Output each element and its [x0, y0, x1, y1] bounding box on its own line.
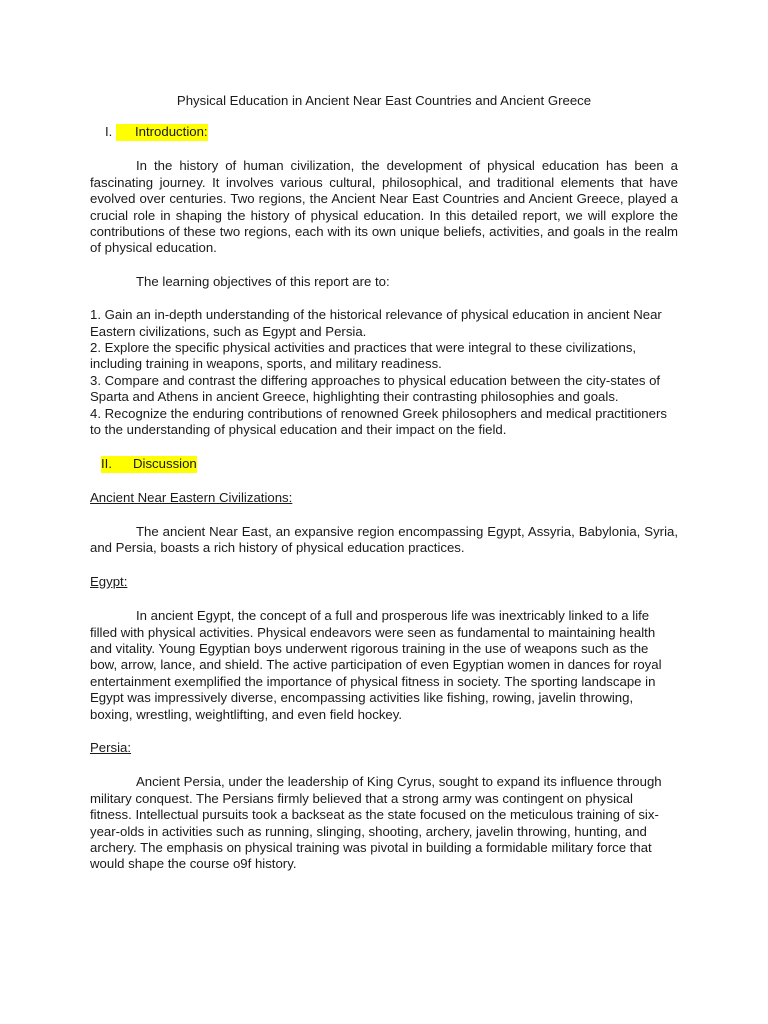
objectives-list — [90, 307, 678, 438]
list-item: 3. Compare and contrast the differing approaches to physical education between the city-states of Sparta and Athens in ancient Greece, highlighting their contrasting philosophies and goals. — [90, 372, 661, 405]
section-label-discussion: Discussion — [133, 455, 197, 471]
section-number-introduction: I. — [105, 124, 113, 140]
subheading-persia: Persia: — [90, 739, 132, 755]
highlighted-heading-introduction — [116, 124, 208, 141]
subheading-egypt: Egypt: — [90, 573, 128, 589]
objectives-lead: The learning objectives of this report are to: — [136, 273, 390, 289]
section-number-discussion: II. — [101, 455, 112, 471]
highlighted-heading-discussion — [101, 456, 197, 473]
intro-paragraph: In the history of human civilization, the development of physical education has been a fascinating journey. It involves various cultural, philosophical, and traditional elements that have evolved over centuries. Two regions, the Ancient Near East Countries and Ancient Greece, played a crucial role in shaping the history of physical education. In this detailed report, we will explore the contributions of these two regions, each with its own unique beliefs, activities, and goals in the realm of physical education. — [90, 158, 678, 256]
document-title: Physical Education in Ancient Near East Countries and Ancient Greece — [176, 93, 592, 108]
persia-paragraph: Ancient Persia, under the leadership of King Cyrus, sought to expand its influence through military conquest. The Persians firmly believed that a strong army was contingent on physical fitness. Intellectual pursuits took a backseat as the state focused on the meticulous training of six-year-olds in activities such as running, slinging, shooting, archery, javelin throwing, hunting, and archery. The emphasis on physical training was pivotal in building a formidable military force that would shape the course o9f history. — [90, 774, 662, 872]
subheading-near-east: Ancient Near Eastern Civilizations: — [90, 489, 293, 505]
section-label-introduction: Introduction: — [135, 124, 208, 140]
document-page — [90, 93, 678, 873]
list-item: 2. Explore the specific physical activities and practices that were integral to these civilizations, including training in weapons, sports, and military readiness. — [90, 340, 637, 372]
list-item: 4. Recognize the enduring contributions of renowned Greek philosophers and medical practitioners to the understanding of physical education and their impact on the field. — [90, 405, 667, 438]
section-heading-discussion — [90, 456, 678, 473]
list-item: 1. Gain an in-depth understanding of the historical relevance of physical education in ancient Near Eastern civilizations, such as Egypt and Persia. — [90, 307, 662, 339]
section-heading-introduction — [90, 124, 678, 141]
egypt-paragraph: In ancient Egypt, the concept of a full and prosperous life was inextricably linked to a life filled with physical activities. Physical endeavors were seen as fundamental to maintaining health and vitality. Young Egyptian boys underwent rigorous training in the use of weapons such as the bow, arrow, lance, and shield. The active participation of even Egyptian women in dances for royal entertainment exemplified the importance of physical fitness in society. The sporting landscape in Egypt was impressively diverse, encompassing activities like fishing, rowing, javelin throwing, boxing, wrestling, weightlifting, and even field hockey. — [90, 608, 662, 722]
near-east-paragraph: The ancient Near East, an expansive region encompassing Egypt, Assyria, Babylonia, Syria, and Persia, boasts a rich history of physical education practices. — [90, 523, 678, 556]
